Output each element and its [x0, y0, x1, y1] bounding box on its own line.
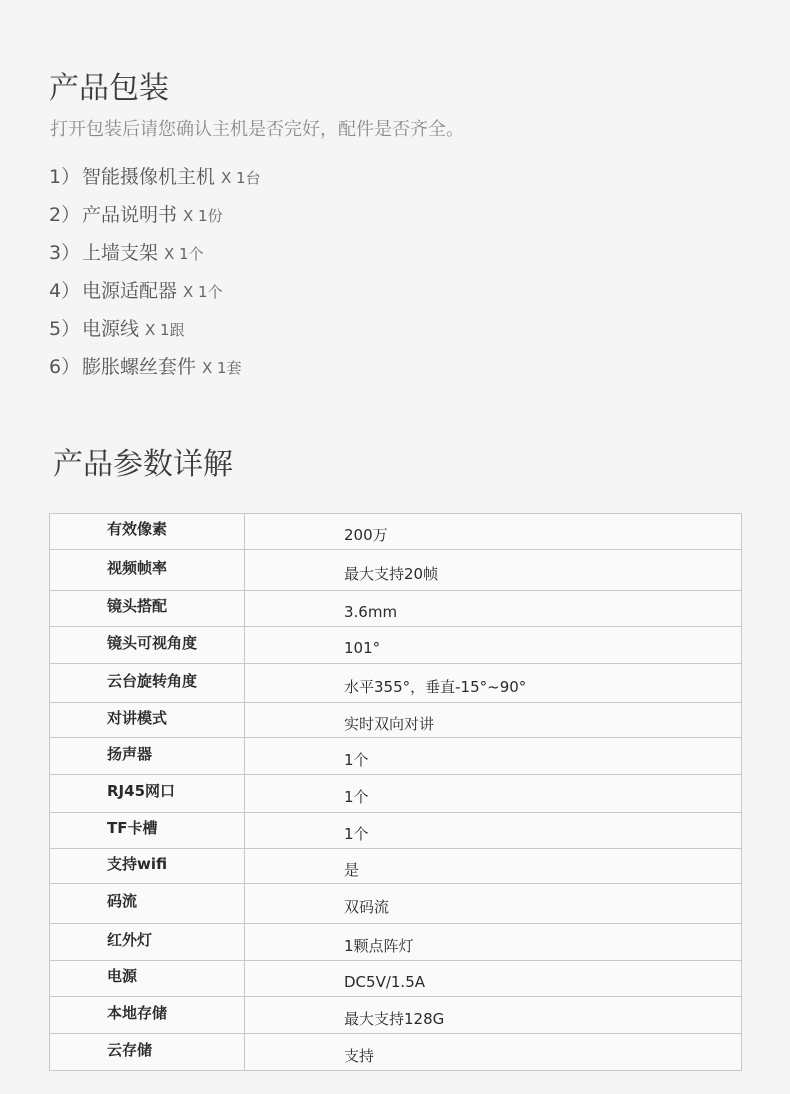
- table-row: [50, 997, 742, 1034]
- table-row: [50, 591, 742, 627]
- item-quantity: X 1跟: [145, 321, 185, 339]
- spec-label: 码流: [50, 884, 245, 924]
- list-item: [49, 316, 261, 354]
- list-item: [49, 354, 261, 392]
- item-name: 产品说明书: [82, 204, 178, 226]
- item-number: 2）: [49, 204, 81, 226]
- spec-label: 视频帧率: [50, 550, 245, 591]
- spec-value: 支持: [245, 1034, 742, 1071]
- spec-value: 3.6mm: [245, 591, 742, 627]
- spec-label: 镜头搭配: [50, 591, 245, 627]
- packaging-title: 产品包装: [49, 71, 169, 106]
- spec-value: 1个: [245, 775, 742, 813]
- table-row: [50, 775, 742, 813]
- packaging-list: [49, 164, 261, 392]
- item-quantity: X 1台: [221, 169, 261, 187]
- table-row: [50, 627, 742, 664]
- table-row: [50, 664, 742, 703]
- spec-value: DC5V/1.5A: [245, 961, 742, 997]
- spec-value: 是: [245, 849, 742, 884]
- item-number: 1）: [49, 166, 81, 188]
- spec-label: 对讲模式: [50, 703, 245, 738]
- item-number: 5）: [49, 318, 81, 340]
- table-row: [50, 849, 742, 884]
- table-row: [50, 924, 742, 961]
- packaging-subtitle: 打开包装后请您确认主机是否完好，配件是否齐全。: [50, 119, 464, 140]
- spec-label: TF卡槽: [50, 813, 245, 849]
- table-row: [50, 703, 742, 738]
- list-item: [49, 240, 261, 278]
- item-name: 电源适配器: [82, 280, 178, 302]
- spec-value: 最大支持128G: [245, 997, 742, 1034]
- table-row: [50, 550, 742, 591]
- spec-value: 水平355°，垂直-15°~90°: [245, 664, 742, 703]
- table-row: [50, 1034, 742, 1071]
- specs-title: 产品参数详解: [53, 447, 233, 482]
- spec-label: 扬声器: [50, 738, 245, 775]
- spec-label: 镜头可视角度: [50, 627, 245, 664]
- spec-value: 1个: [245, 813, 742, 849]
- table-row: [50, 961, 742, 997]
- list-item: [49, 202, 261, 240]
- spec-value: 实时双向对讲: [245, 703, 742, 738]
- item-number: 3）: [49, 242, 81, 264]
- spec-value: 1个: [245, 738, 742, 775]
- spec-label: 本地存储: [50, 997, 245, 1034]
- item-name: 膨胀螺丝套件: [82, 356, 197, 378]
- item-quantity: X 1个: [164, 245, 204, 263]
- spec-label: RJ45网口: [50, 775, 245, 813]
- spec-label: 支持wifi: [50, 849, 245, 884]
- item-number: 4）: [49, 280, 81, 302]
- spec-label: 有效像素: [50, 514, 245, 550]
- table-row: [50, 884, 742, 924]
- spec-value: 1颗点阵灯: [245, 924, 742, 961]
- spec-value: 双码流: [245, 884, 742, 924]
- list-item: [49, 278, 261, 316]
- item-quantity: X 1套: [202, 359, 242, 377]
- item-quantity: X 1份: [183, 207, 223, 225]
- item-quantity: X 1个: [183, 283, 223, 301]
- spec-value: 101°: [245, 627, 742, 664]
- spec-label: 云存储: [50, 1034, 245, 1071]
- spec-label: 云台旋转角度: [50, 664, 245, 703]
- item-name: 电源线: [82, 318, 140, 340]
- spec-label: 电源: [50, 961, 245, 997]
- spec-value: 最大支持20帧: [245, 550, 742, 591]
- spec-label: 红外灯: [50, 924, 245, 961]
- item-number: 6）: [49, 356, 81, 378]
- table-row: [50, 813, 742, 849]
- item-name: 智能摄像机主机: [82, 166, 216, 188]
- item-name: 上墙支架: [82, 242, 159, 264]
- specs-table: [49, 513, 742, 1071]
- list-item: [49, 164, 261, 202]
- spec-value: 200万: [245, 514, 742, 550]
- table-row: [50, 514, 742, 550]
- table-row: [50, 738, 742, 775]
